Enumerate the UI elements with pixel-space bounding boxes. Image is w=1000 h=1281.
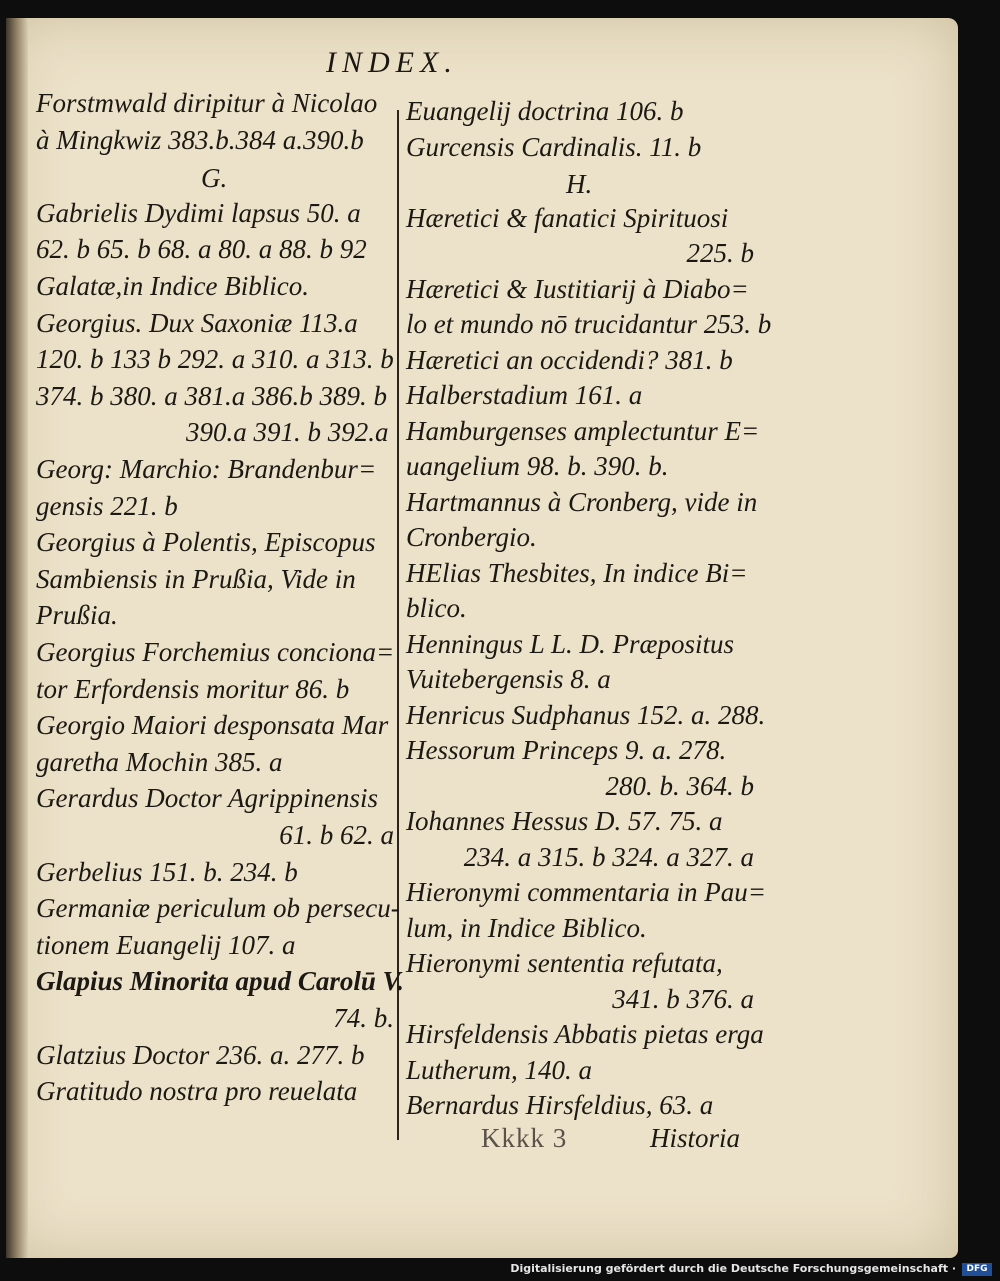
index-entry: 225. b: [686, 238, 754, 268]
index-entry: Hæretici & fanatici Spirituosi: [406, 202, 729, 233]
index-entry: Sambiensis in Prußia, Vide in: [36, 563, 356, 594]
index-entry: Prußia.: [36, 600, 118, 631]
index-entry: Henricus Sudphanus 152. a. 288.: [406, 699, 766, 730]
index-entry: 234. a 315. b 324. a 327. a: [463, 841, 754, 872]
page-title: INDEX.: [326, 46, 458, 79]
index-entry: HElias Thesbites, In indice Bi=: [406, 557, 748, 588]
index-entry: Cronbergio.: [406, 522, 537, 552]
index-entry: 74. b.: [333, 1003, 394, 1033]
index-entry: uangelium 98. b. 390. b.: [406, 451, 669, 481]
index-entry: Hartmannus à Cronberg, vide in: [406, 486, 758, 517]
index-entry: Halberstadium 161. a: [406, 380, 643, 410]
index-entry: Bernardus Hirsfeldius, 63. a: [406, 1090, 714, 1120]
index-entry: garetha Mochin 385. a: [36, 746, 283, 777]
index-entry: Gabrielis Dydimi lapsus 50. a: [36, 197, 361, 228]
index-entry: Gerardus Doctor Agrippinensis: [36, 783, 379, 814]
book-page: [6, 18, 958, 1258]
index-entry: Hieronymi sententia refutata,: [406, 948, 723, 978]
index-entry: Vuitebergensis 8. a: [406, 664, 611, 694]
index-entry: Georgius. Dux Saxoniæ 113.a: [36, 307, 358, 338]
index-entry: Galatæ,in Indice Biblico.: [36, 271, 309, 301]
index-entry: Gurcensis Cardinalis. 11. b: [406, 131, 702, 162]
index-entry: Hæretici & Iustitiarij à Diabo=: [406, 273, 749, 304]
index-entry: 61. b 62. a: [279, 820, 394, 850]
book-gutter: [6, 18, 28, 1258]
index-entry: Hamburgenses amplectuntur E=: [406, 415, 760, 446]
index-entry: Gratitudo nostra pro reuelata: [36, 1076, 358, 1107]
index-entry: Euangelij doctrina 106. b: [406, 96, 684, 126]
index-entry: lo et mundo nō trucidantur 253. b: [406, 309, 772, 339]
index-entry: Georgius à Polentis, Episcopus: [36, 527, 376, 558]
index-entry: Hessorum Princeps 9. a. 278.: [406, 735, 727, 765]
index-section-letter: G.: [201, 163, 228, 194]
index-section-letter: H.: [566, 169, 593, 199]
index-entry: Germaniæ periculum ob persecu-: [36, 893, 400, 924]
index-entry: Georg: Marchio: Brandenbur=: [36, 454, 377, 484]
index-entry: Georgius Forchemius conciona=: [36, 637, 395, 667]
dfg-logo-icon: DFG: [962, 1263, 992, 1276]
digitization-credit: Digitalisierung gefördert durch die Deutsche Forschungsgemeinschaft ·: [510, 1262, 956, 1275]
index-entry: Lutherum, 140. a: [406, 1054, 593, 1085]
index-entry: Forstmwald diripitur à Nicolao: [36, 88, 378, 118]
index-entry: lum, in Indice Biblico.: [406, 912, 647, 943]
index-entry: 280. b. 364. b: [605, 770, 754, 801]
index-entry: tor Erfordensis moritur 86. b: [36, 673, 350, 704]
index-entry: gensis 221. b: [36, 490, 178, 521]
index-entry: Glatzius Doctor 236. a. 277. b: [36, 1039, 365, 1070]
index-entry: Iohannes Hessus D. 57. 75. a: [406, 806, 723, 836]
index-entry: 341. b 376. a: [612, 983, 754, 1014]
index-entry: Glapius Minorita apud Carolū V.: [36, 966, 404, 997]
index-entry: Hieronymi commentaria in Pau=: [406, 877, 766, 907]
index-entry: 374. b 380. a 381.a 386.b 389. b: [36, 380, 387, 411]
index-entry: Gerbelius 151. b. 234. b: [36, 856, 298, 887]
index-entry: Georgio Maiori desponsata Mar: [36, 710, 389, 741]
index-entry: 120. b 133 b 292. a 310. a 313. b: [36, 344, 394, 375]
catchword: Historia: [650, 1123, 741, 1153]
index-entry: Hæretici an occidendi? 381. b: [406, 344, 733, 375]
index-entry: Henningus L L. D. Præpositus: [406, 628, 735, 659]
index-entry: blico.: [406, 593, 467, 623]
index-entry: tionem Euangelij 107. a: [36, 929, 296, 960]
index-entry: 62. b 65. b 68. a 80. a 88. b 92: [36, 234, 367, 265]
index-entry: Hirsfeldensis Abbatis pietas erga: [406, 1019, 764, 1049]
index-entry: 390.a 391. b 392.a: [186, 417, 389, 448]
signature-mark: Kkkk 3: [481, 1123, 568, 1153]
index-entry: à Mingkwiz 383.b.384 a.390.b: [36, 124, 364, 155]
